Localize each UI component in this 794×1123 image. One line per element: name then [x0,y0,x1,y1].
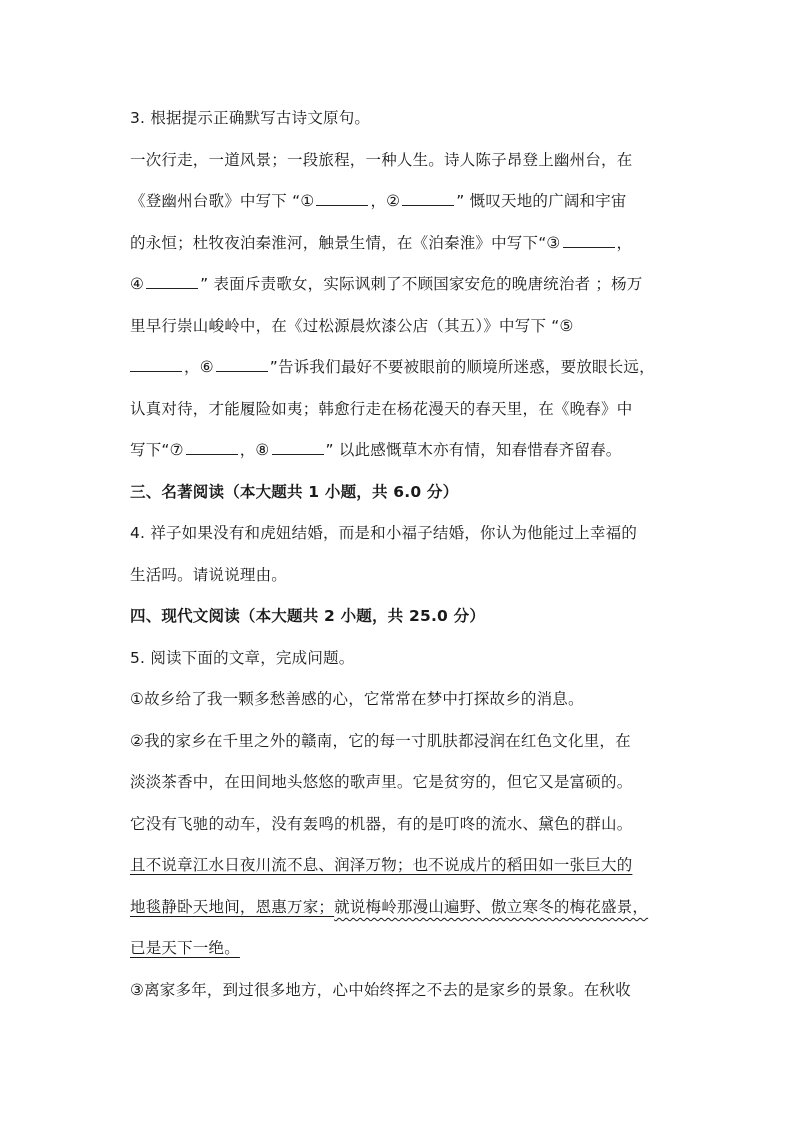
question-3-line-3 [130,233,632,253]
answer-blank-2[interactable] [402,191,454,206]
text-segment: 《登幽州台歌》中写下 “① [130,192,315,210]
text-segment: ，⑥ [184,358,214,376]
underlined-segment: 地毯静卧天地间，恩惠万家； [130,898,335,916]
paragraph-2-line-2: 淡淡茶香中，在田间地头悠悠的歌声里。它是贫穷的，但它又是富硕的。 [130,773,633,791]
answer-blank-8[interactable] [272,440,324,455]
text-segment: ” 以此感慨草木亦有情，知春惜春齐留春。 [325,441,622,459]
question-3-line-7: 认真对待，才能履险如夷；韩愈行走在杨花漫天的春天里，在《晚春》中 [130,400,633,418]
answer-blank-7[interactable] [186,440,238,455]
answer-blank-6[interactable] [216,357,268,372]
question-5-title: 5. 阅读下面的文章，完成问题。 [130,649,355,667]
section-4-heading: 四、现代文阅读（本大题共 2 小题，共 25.0 分） [130,607,486,625]
text-segment: 的永恒；杜牧夜泊秦淮河，触景生情，在《泊秦淮》中写下“③ [130,234,561,252]
paragraph-3-line-1: ③离家多年，到过很多地方，心中始终挥之不去的是家乡的景象。在秋收 [130,981,631,999]
text-segment: ，② [370,192,401,210]
text-segment: ” 表面斥责歌女，实际讽刺了不顾国家安危的晚唐统治者 ；杨万 [200,275,643,293]
question-3-line-5: 里早行崇山峻岭中，在《过松源晨炊漆公店（其五）》中写下 “⑤ [130,317,574,335]
paragraph-2-line-4: 且不说章江水日夜川流不息、润泽万物；也不说成片的稻田如一张巨大的 [130,856,633,874]
text-segment: 写下“⑦ [130,441,184,459]
text-segment: ”告诉我们最好不要被眼前的顺境所迷惑，要放眼长远， [269,358,655,376]
question-3-title: 3. 根据提示正确默写古诗文原句。 [130,109,371,127]
question-3-line-4 [130,274,643,294]
text-segment: ④ [130,275,145,293]
section-3-heading: 三、名著阅读（本大题共 1 小题，共 6.0 分） [130,483,459,501]
paragraph-2-line-5 [130,897,648,917]
text-segment: ， [616,234,633,252]
paragraph-2-line-1: ②我的家乡在千里之外的赣南，它的每一寸肌肤都浸润在红色文化里，在 [130,732,631,750]
wavy-underlined-segment: 就说梅岭那漫山遍野、傲立寒冬的梅花盛景， [334,898,649,916]
question-4-line-2: 生活吗。请说说理由。 [130,566,288,584]
answer-blank-3[interactable] [563,233,615,248]
question-3-line-6 [130,357,655,377]
answer-blank-1[interactable] [316,191,368,206]
paragraph-1: ①故乡给了我一颗多愁善感的心，它常常在梦中打探故乡的消息。 [130,690,584,708]
answer-blank-4[interactable] [146,274,198,289]
answer-blank-5[interactable] [130,357,182,372]
question-3-line-1: 一次行走，一道风景；一段旅程，一种人生。诗人陈子昂登上幽州台，在 [130,151,633,169]
paragraph-2-line-6: 已是天下一绝。 [130,939,240,957]
text-segment: ，⑧ [239,441,270,459]
text-segment: ” 慨叹天地的广阔和宇宙 [456,192,627,210]
question-3-line-8 [130,440,622,460]
question-3-line-2 [130,191,627,211]
question-4-line-1: 4. 祥子如果没有和虎妞结婚，而是和小福子结婚，你认为他能过上幸福的 [130,524,638,542]
paragraph-2-line-3: 它没有飞驰的动车，没有轰鸣的机器，有的是叮咚的流水、黛色的群山。 [130,815,633,833]
